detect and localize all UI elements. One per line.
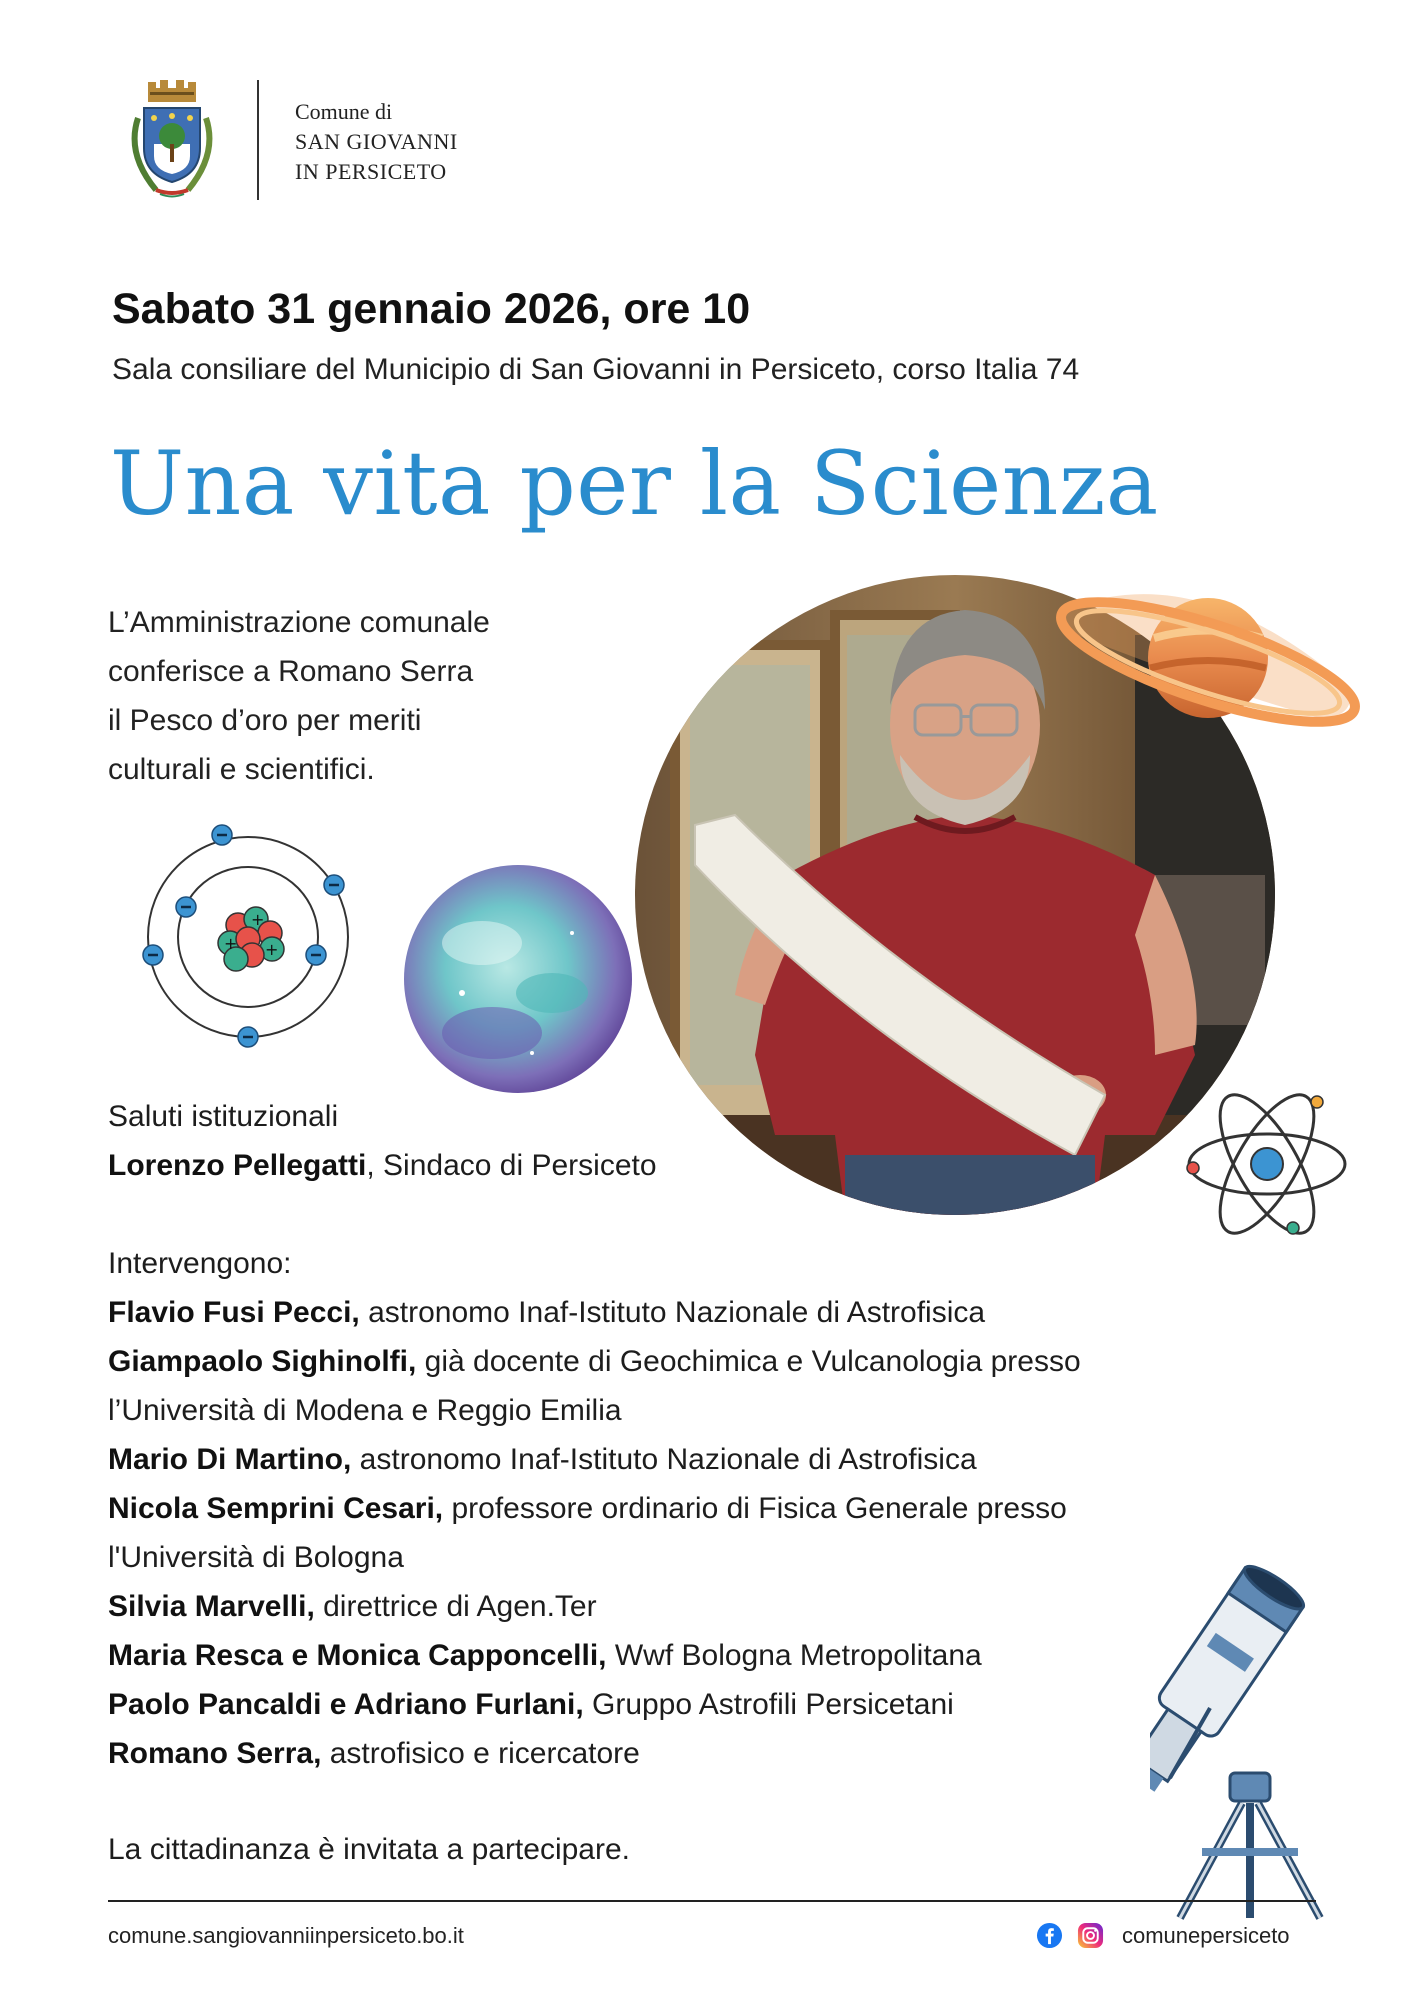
- social-handle[interactable]: comunepersiceto: [1122, 1923, 1290, 1948]
- speaker-role: già docente di Geochimica e Vulcanologia presso: [416, 1345, 1081, 1378]
- intro-line: conferisce a Romano Serra: [108, 655, 474, 688]
- speaker-role: l’Università di Modena e Reggio Emilia: [108, 1394, 622, 1427]
- speaker-name: Paolo Pancaldi e Adriano Furlani,: [108, 1688, 584, 1721]
- municipality-name: IN PERSICETO: [295, 159, 447, 184]
- nebula-planet-icon: [402, 863, 634, 1095]
- page-title: Una vita per la Scienza: [110, 432, 1159, 535]
- greetings-heading: Saluti istituzionali: [108, 1100, 339, 1133]
- instagram-icon[interactable]: [1077, 1922, 1104, 1949]
- city-crest-icon: [120, 78, 224, 202]
- telescope-icon: [1150, 1548, 1350, 1920]
- intro-line: il Pesco d’oro per meriti: [108, 704, 422, 737]
- speaker-line: [108, 1296, 985, 1330]
- speaker-line: [108, 1492, 1067, 1526]
- speaker-name: Flavio Fusi Pecci,: [108, 1296, 360, 1329]
- speaker-name: Silvia Marvelli,: [108, 1590, 315, 1623]
- svg-text:+: +: [224, 934, 238, 953]
- speaker-role: Gruppo Astrofili Persicetani: [583, 1688, 954, 1721]
- intro-line: culturali e scientifici.: [108, 753, 375, 786]
- header-divider: [257, 80, 259, 200]
- speaker-line: [108, 1737, 640, 1771]
- speakers-heading: Intervengono:: [108, 1247, 292, 1280]
- speaker-name: Lorenzo Pellegatti: [108, 1149, 367, 1182]
- event-venue: Sala consiliare del Municipio di San Giovanni in Persiceto, corso Italia 74: [112, 353, 1080, 386]
- speaker-line: [108, 1590, 597, 1624]
- speaker-name: Mario Di Martino,: [108, 1443, 352, 1476]
- saturn-planet-icon: [1050, 568, 1366, 750]
- speaker-role: direttrice di Agen.Ter: [314, 1590, 597, 1623]
- speaker-line: [108, 1688, 954, 1722]
- footer-divider: [108, 1900, 1316, 1902]
- atom-model-icon: [140, 815, 360, 1055]
- speaker-name: Maria Resca e Monica Capponcelli,: [108, 1639, 607, 1672]
- speaker-line: [108, 1541, 404, 1575]
- speaker-role: , Sindaco di Persiceto: [366, 1149, 657, 1182]
- closing-text: La cittadinanza è invitata a partecipare.: [108, 1833, 630, 1866]
- greetings-line: [108, 1149, 657, 1183]
- svg-text:+: +: [251, 910, 265, 929]
- svg-text:+: +: [265, 940, 279, 959]
- speaker-role: astronomo Inaf-Istituto Nazionale di Astrofisica: [359, 1296, 986, 1329]
- speaker-line: [108, 1443, 977, 1477]
- speaker-line: [108, 1639, 982, 1673]
- speaker-role: astrofisico e ricercatore: [321, 1737, 640, 1770]
- speaker-line: [108, 1345, 1081, 1379]
- speaker-role: professore ordinario di Fisica Generale presso: [443, 1492, 1067, 1525]
- intro-text: [108, 598, 628, 794]
- speaker-role: astronomo Inaf-Istituto Nazionale di Astrofisica: [351, 1443, 977, 1476]
- municipality-name: SAN GIOVANNI: [295, 129, 458, 154]
- event-date-time: Sabato 31 gennaio 2026, ore 10: [112, 285, 751, 333]
- facebook-icon[interactable]: [1036, 1922, 1063, 1949]
- speaker-role: l'Università di Bologna: [108, 1541, 404, 1574]
- municipality-name: Comune di: [295, 99, 393, 124]
- speaker-line: [108, 1394, 622, 1428]
- speaker-role: Wwf Bologna Metropolitana: [606, 1639, 982, 1672]
- intro-line: L’Amministrazione comunale: [108, 606, 490, 639]
- atom-symbol-icon: [1183, 1080, 1351, 1248]
- speaker-name: Nicola Semprini Cesari,: [108, 1492, 444, 1525]
- website-link[interactable]: comune.sangiovanniinpersiceto.bo.it: [108, 1923, 464, 1948]
- speaker-name: Giampaolo Sighinolfi,: [108, 1345, 417, 1378]
- speaker-name: Romano Serra,: [108, 1737, 322, 1770]
